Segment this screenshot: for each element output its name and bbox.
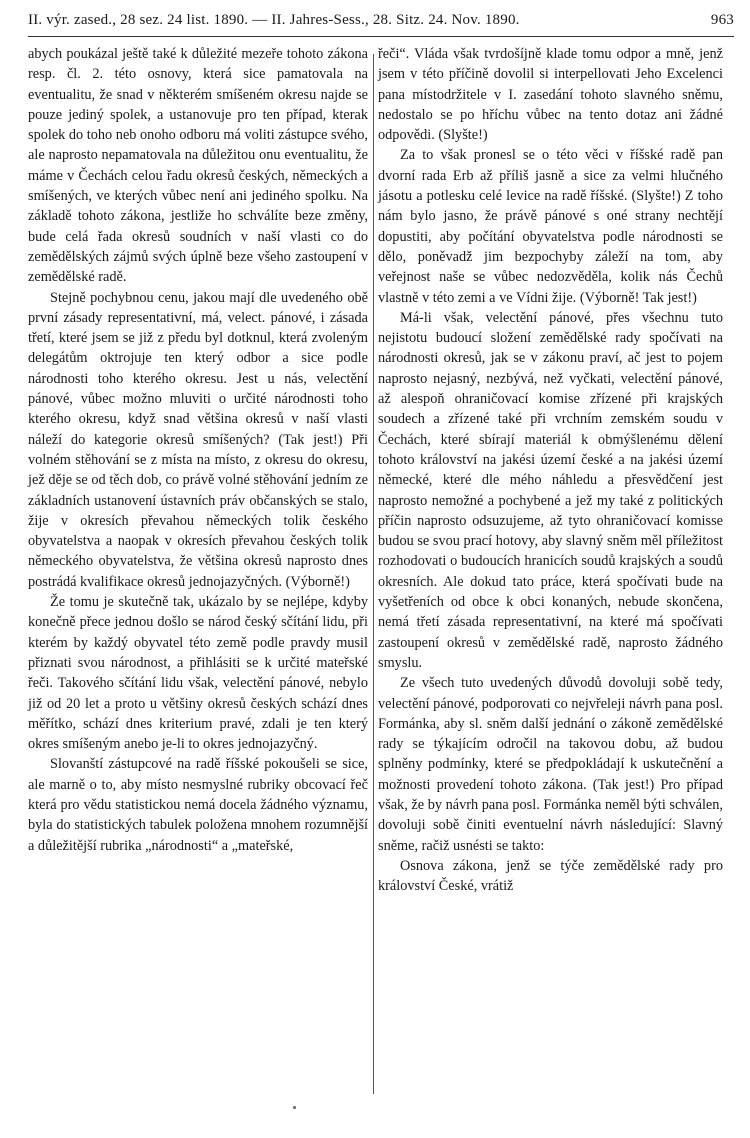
right-paragraph-4: Ze všech tuto uvedených důvodů dovoluji sobě tedy, velectění pánové, podporovati co nejvřeleji návrh pana posl. Formánka, aby sl. sněm další jednání o zákoně zemědělské rady se týkajícím odročil na takovou dobu, až budou splněny podmínky, které se předpokládají k uskutečnění a možnosti provedení tohoto zákona. (Tak jest!) Pro případ však, že by návrh pana posl. Formánka neměl býti schválen, dovoluji sobě činiti eventuelní návrh následující: Slavný sněme, račiž usnésti se takto:	[378, 675, 723, 854]
paper-speck	[293, 1106, 296, 1109]
right-paragraph-1: řeči“. Vláda však tvrdošíjně klade tomu odpor a mně, jenž jsem v této příčině dovolil si interpellovati Jeho Excelenci pana místodržitele v I. zasedání tohoto slavného sněmu, nedostalo se po hříchu vůbec na tento dotaz ani žádné odpovědi. (Slyšte!)	[378, 46, 723, 144]
header-rule	[28, 36, 734, 37]
left-paragraph-3: Že tomu je skutečně tak, ukázalo by se nejlépe, kdyby konečně přece jednou došlo se národ český sčítání lidu, při kterém by každý obyvatel této země podle pravdy musil přiznati svou národnost, a přihlásiti se k určité mateřské řeči. Takového sčítání lidu však, velectění pánové, nebylo již od 20 let a proto u většiny okresů českých schází dnes měřítko, schází dnes kriterium pravé, zdali je ten který okres smíšeným anebo je-li to okres jednojazyčný.	[28, 594, 368, 753]
left-paragraph-4: Slovanští zástupcové na radě říšské pokoušeli se sice, ale marně o to, aby místo nesmyslné rubriky obcovací řeč která pro vědu statistickou nemá docela žádného významu, byla do statistických tabulek položena mnohem rozumnější a důležitější rubrika „národnosti“ a „mateřské,	[28, 756, 368, 854]
left-column	[28, 44, 368, 856]
right-paragraph-5: Osnova zákona, jenž se týče zemědělské rady pro království České, vrátiž	[378, 857, 723, 895]
left-paragraph-1: abych poukázal ještě také k důležité mezeře tohoto zákona resp. čl. 2. této osnovy, která sice pamatovala na eventualitu, že snad v některém smíšeném okresu najde se pouze jediný spolek, a ustanovuje pro ten případ, kterak spolek do toho neb onoho odboru má voliti zástupce svého, ale naprosto nepamatovala na důležitou onu eventualitu, že máme v Čechách celou řadu okresů českých, německých a smíšených, ve kterých vůbec není ani jediného spolku. Na základě tohoto zákona, jestliže ho schválíte beze změny, bude celá řada okresů soudních v naší vlasti co do zemědělských zájmů svých úplně beze všeho zastoupení v zemědělské radě.	[28, 46, 368, 286]
left-paragraph-2: Stejně pochybnou cenu, jakou mají dle uvedeného obě první zásady representativní, má, velect. pánové, i zásada třetí, které jsem se již z předu byl dotknul, která zvoleným delegátům oktrojuje ten který odbor a sice podle národnosti toho kterého okresu. Jest u nás, velectění pánové, vůbec možno mluviti o určité národnosti toho kterého okresu, když snad většina okresů v naší vlasti náleží do kategorie okresů smíšených? (Tak jest!) Při volném stěhování se z místa na místo, z okresu do okresu, jež děje se od těch dob, co právě volné stěhování jedním ze základních ustanovení ústavních práv občanských se stalo, žije v okresích převahou německých tolik českého obyvatelstva a naopak v okresích převahou českých tolik německého obyvatelstva, že většina okresů naprosto dnes postrádá kvalifikace okresů jednojazyčných. (Výborně!)	[28, 289, 368, 590]
header-title: II. výr. zased., 28 sez. 24 list. 1890. — II. Jahres-Sess., 28. Sitz. 24. Nov. 1890.	[28, 11, 520, 28]
page-header	[28, 6, 734, 34]
column-divider	[373, 54, 374, 1094]
page-number: 963	[710, 11, 734, 28]
right-paragraph-3: Má-li však, velectění pánové, přes všechnu tuto nejistotu budoucí složení zemědělské rady spočívati na národnosti okresů, jak se v zákonu praví, ač jest to pojem naprosto nejasný, nezbývá, než vyčkati, velectění pánové, až alespoň ohraničovací komise zřízené při krajských soudech a zřízené také při vrchním zemském soudu v Čechách, které sbírají materiál k obmýšlenému dělení tohoto království na jakési území české a na jakési území německé, které dle mého náhledu a přesvědčení jest naprosto nemožné a pochybené a jež my také z politických příčin naprosto odsuzujeme, až tyto ohraničovací komisse budou se svou prací hotovy, aby slavný sněm měl příležitost rozhodovati o budoucích hranicích soudů krajských a soudů okresních. Ale dokud tato práce, která spočívati bude na vyšetřeních od obce k obci konaných, nebude skončena, nemá třetí zásada representativní, na které má spočívati zastoupení okresů v zemědělské radě, naprosto žádného smyslu.	[378, 309, 723, 671]
right-paragraph-2: Za to však pronesl se o této věci v říšské radě pan dvorní rada Erb až příliš jasně a sice za velmi hlučného jásotu a potlesku celé levice na radě říšské. (Slyšte!) Z toho nám bylo jasno, že právě pánové s oné strany nechtějí dopustiti, aby počítání obyvatelstva podle národnosti se dělo, poněvadž jim bezpochyby záleží na tom, aby veřejnost naše se vůbec nedozvěděla, kolik nás Čechů vlastně v této zemi a ve Vídni žije. (Výborně! Tak jest!)	[378, 147, 723, 306]
right-column	[378, 44, 723, 896]
